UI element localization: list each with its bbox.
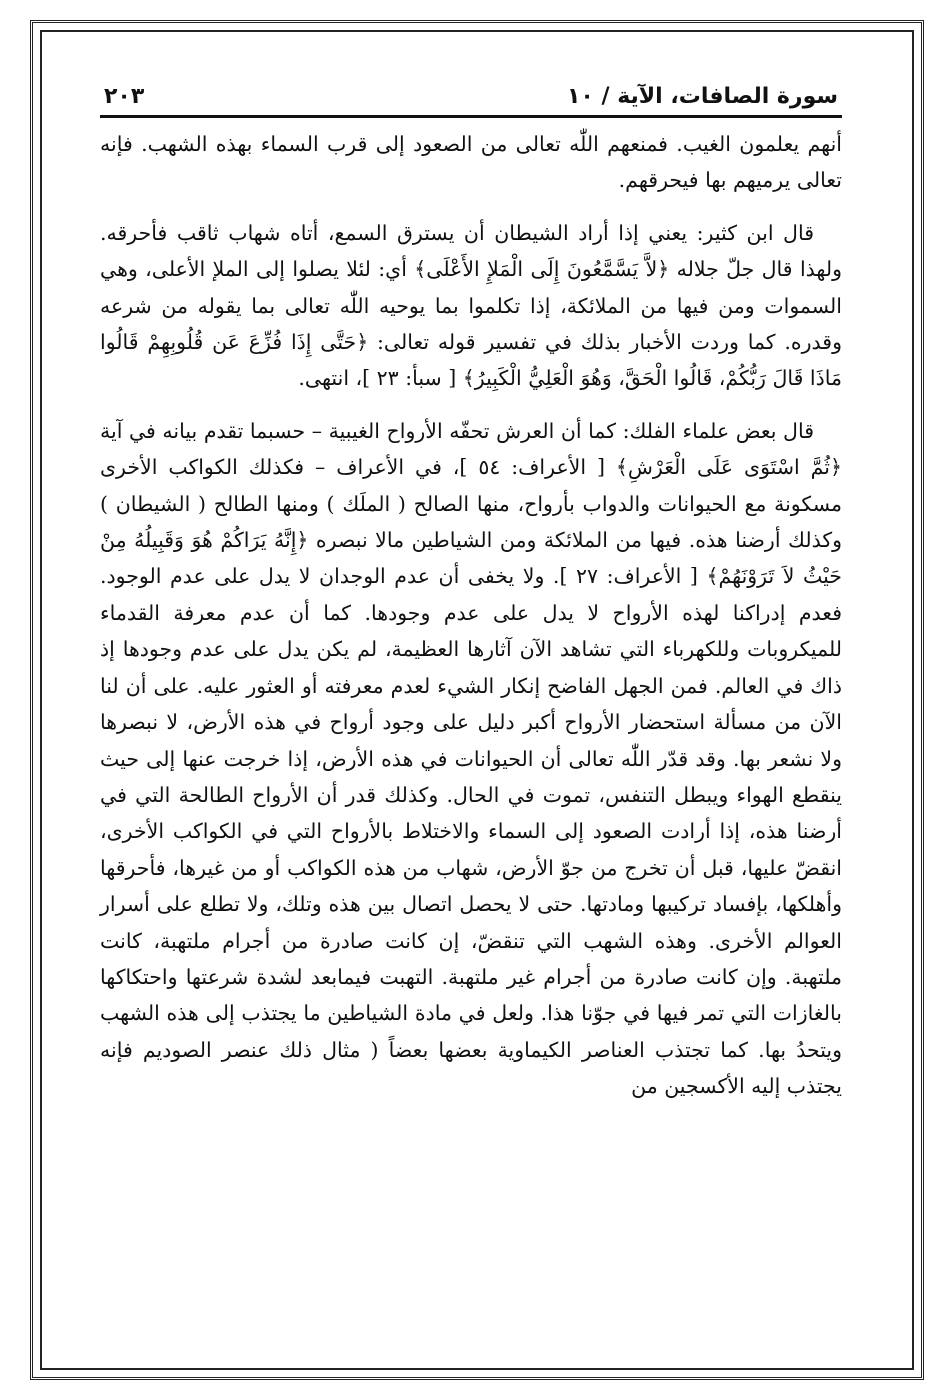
running-title: سورة الصافات، الآية / ١٠ — [566, 84, 838, 109]
page-number: ٢٠٣ — [104, 84, 145, 109]
paragraph-1: أنهم يعلمون الغيب. فمنعهم اللّٰه تعالى من الصعود إلى قرب السماء بهذه الشهب. فإنه تعالى يرميهم بها فيحرقهم. — [100, 132, 842, 193]
paragraph-3: قال بعض علماء الفلك: كما أن العرش تحفّه الأرواح الغيبية – حسبما تقدم بيانه في آية ﴿ثُمَّ اسْتَوَى عَلَى الْعَرْشِ﴾ [ الأعراف: ٥٤ ]، في الأعراف – فكذلك الكواكب الأخرى مسكونة مع الحيوانات والدواب بأرواح، منها الصالح ( الملَك ) ومنها الطالح ( الشيطان ) وكذلك أرضنا هذه. فيها من الملائكة ومن الشياطين مالا نبصره ﴿إِنَّهُ يَرَاكُمْ هُوَ وَقَبِيلُهُ مِنْ حَيْثُ لاَ تَرَوْنَهُمْ﴾ [ الأعراف: ٢٧ ]. ولا يخفى أن عدم الوجدان لا يدل على عدم الوجود. فعدم إدراكنا لهذه الأرواح لا يدل على عدم وجودها. كما أن عدم معرفة القدماء للميكروبات وللكهرباء التي تشاهد الآن آثارها العظيمة، لم يكن يدل على عدم وجودها إذ ذاك في العالم. فمن الجهل الفاضح إنكار الشيء لعدم معرفته أو العثور عليه. على أن لنا الآن من مسألة استحضار الأرواح أكبر دليل على وجود أرواح في هذه الأرض، لا نبصرها ولا نشعر بها. وقد قدّر اللّٰه تعالى أن الحيوانات في هذه الأرض، إذا خرجت عنها إلى حيث ينقطع الهواء ويبطل التنفس، تموت في الحال. وكذلك قدر أن الأرواح الطالحة التي في أرضنا هذه، إذا أرادت الصعود إلى السماء والاختلاط بالأرواح التي في الكواكب الأخرى، انقضّ عليها، قبل أن تخرج من جوّ الأرض، شهاب من هذه الكواكب أو من غيرها، فأحرقها وأهلكها، بإفساد تركيبها ومادتها. حتى لا يحصل اتصال بين هذه وتلك، ولا تطلع على أسرار العوالم الأخرى. وهذه الشهب التي تنقضّ، إن كانت صادرة من أجرام ملتهبة، كانت ملتهبة. وإن كانت صادرة من أجرام غير ملتهبة. التهبت فيمابعد لشدة شرعتها واحتكاكها بالغازات التي تمر فيها في جوّنا هذا. ولعل في مادة الشياطين ما يجتذب إلى هذه الشهب ويتحدُ بها. كما تجتذب العناصر الكيماوية بعضها بعضاً ( مثال ذلك عنصر الصوديم فإنه يجتذب إليه الأكسجين من — [100, 418, 842, 1099]
body-text — [100, 126, 842, 1105]
page-header — [100, 70, 842, 118]
paragraph-2: قال ابن كثير: يعني إذا أراد الشيطان أن يسترق السمع، أتاه شهاب ثاقب فأحرقه. ولهذا قال جلّ جلاله ﴿لاَّ يَسَّمَّعُونَ إِلَى الْمَلإِ الأَعْلَى﴾ أي: لئلا يصلوا إلى الملإ الأعلى، وهي السموات ومن فيها من الملائكة، إذا تكلموا بما يوحيه اللّٰه تعالى بما يقوله من شرعه وقدره. كما وردت الأخبار بذلك في تفسير قوله تعالى: ﴿حَتَّى إِذَا فُزِّعَ عَن قُلُوبِهِمْ قَالُوا مَاذَا قَالَ رَبُّكُمْ، قَالُوا الْحَقَّ، وَهُوَ الْعَلِيُّ الْكَبِيرُ﴾ [ سبأ: ٢٣ ]، انتهى. — [100, 220, 842, 391]
book-page — [100, 70, 842, 1360]
